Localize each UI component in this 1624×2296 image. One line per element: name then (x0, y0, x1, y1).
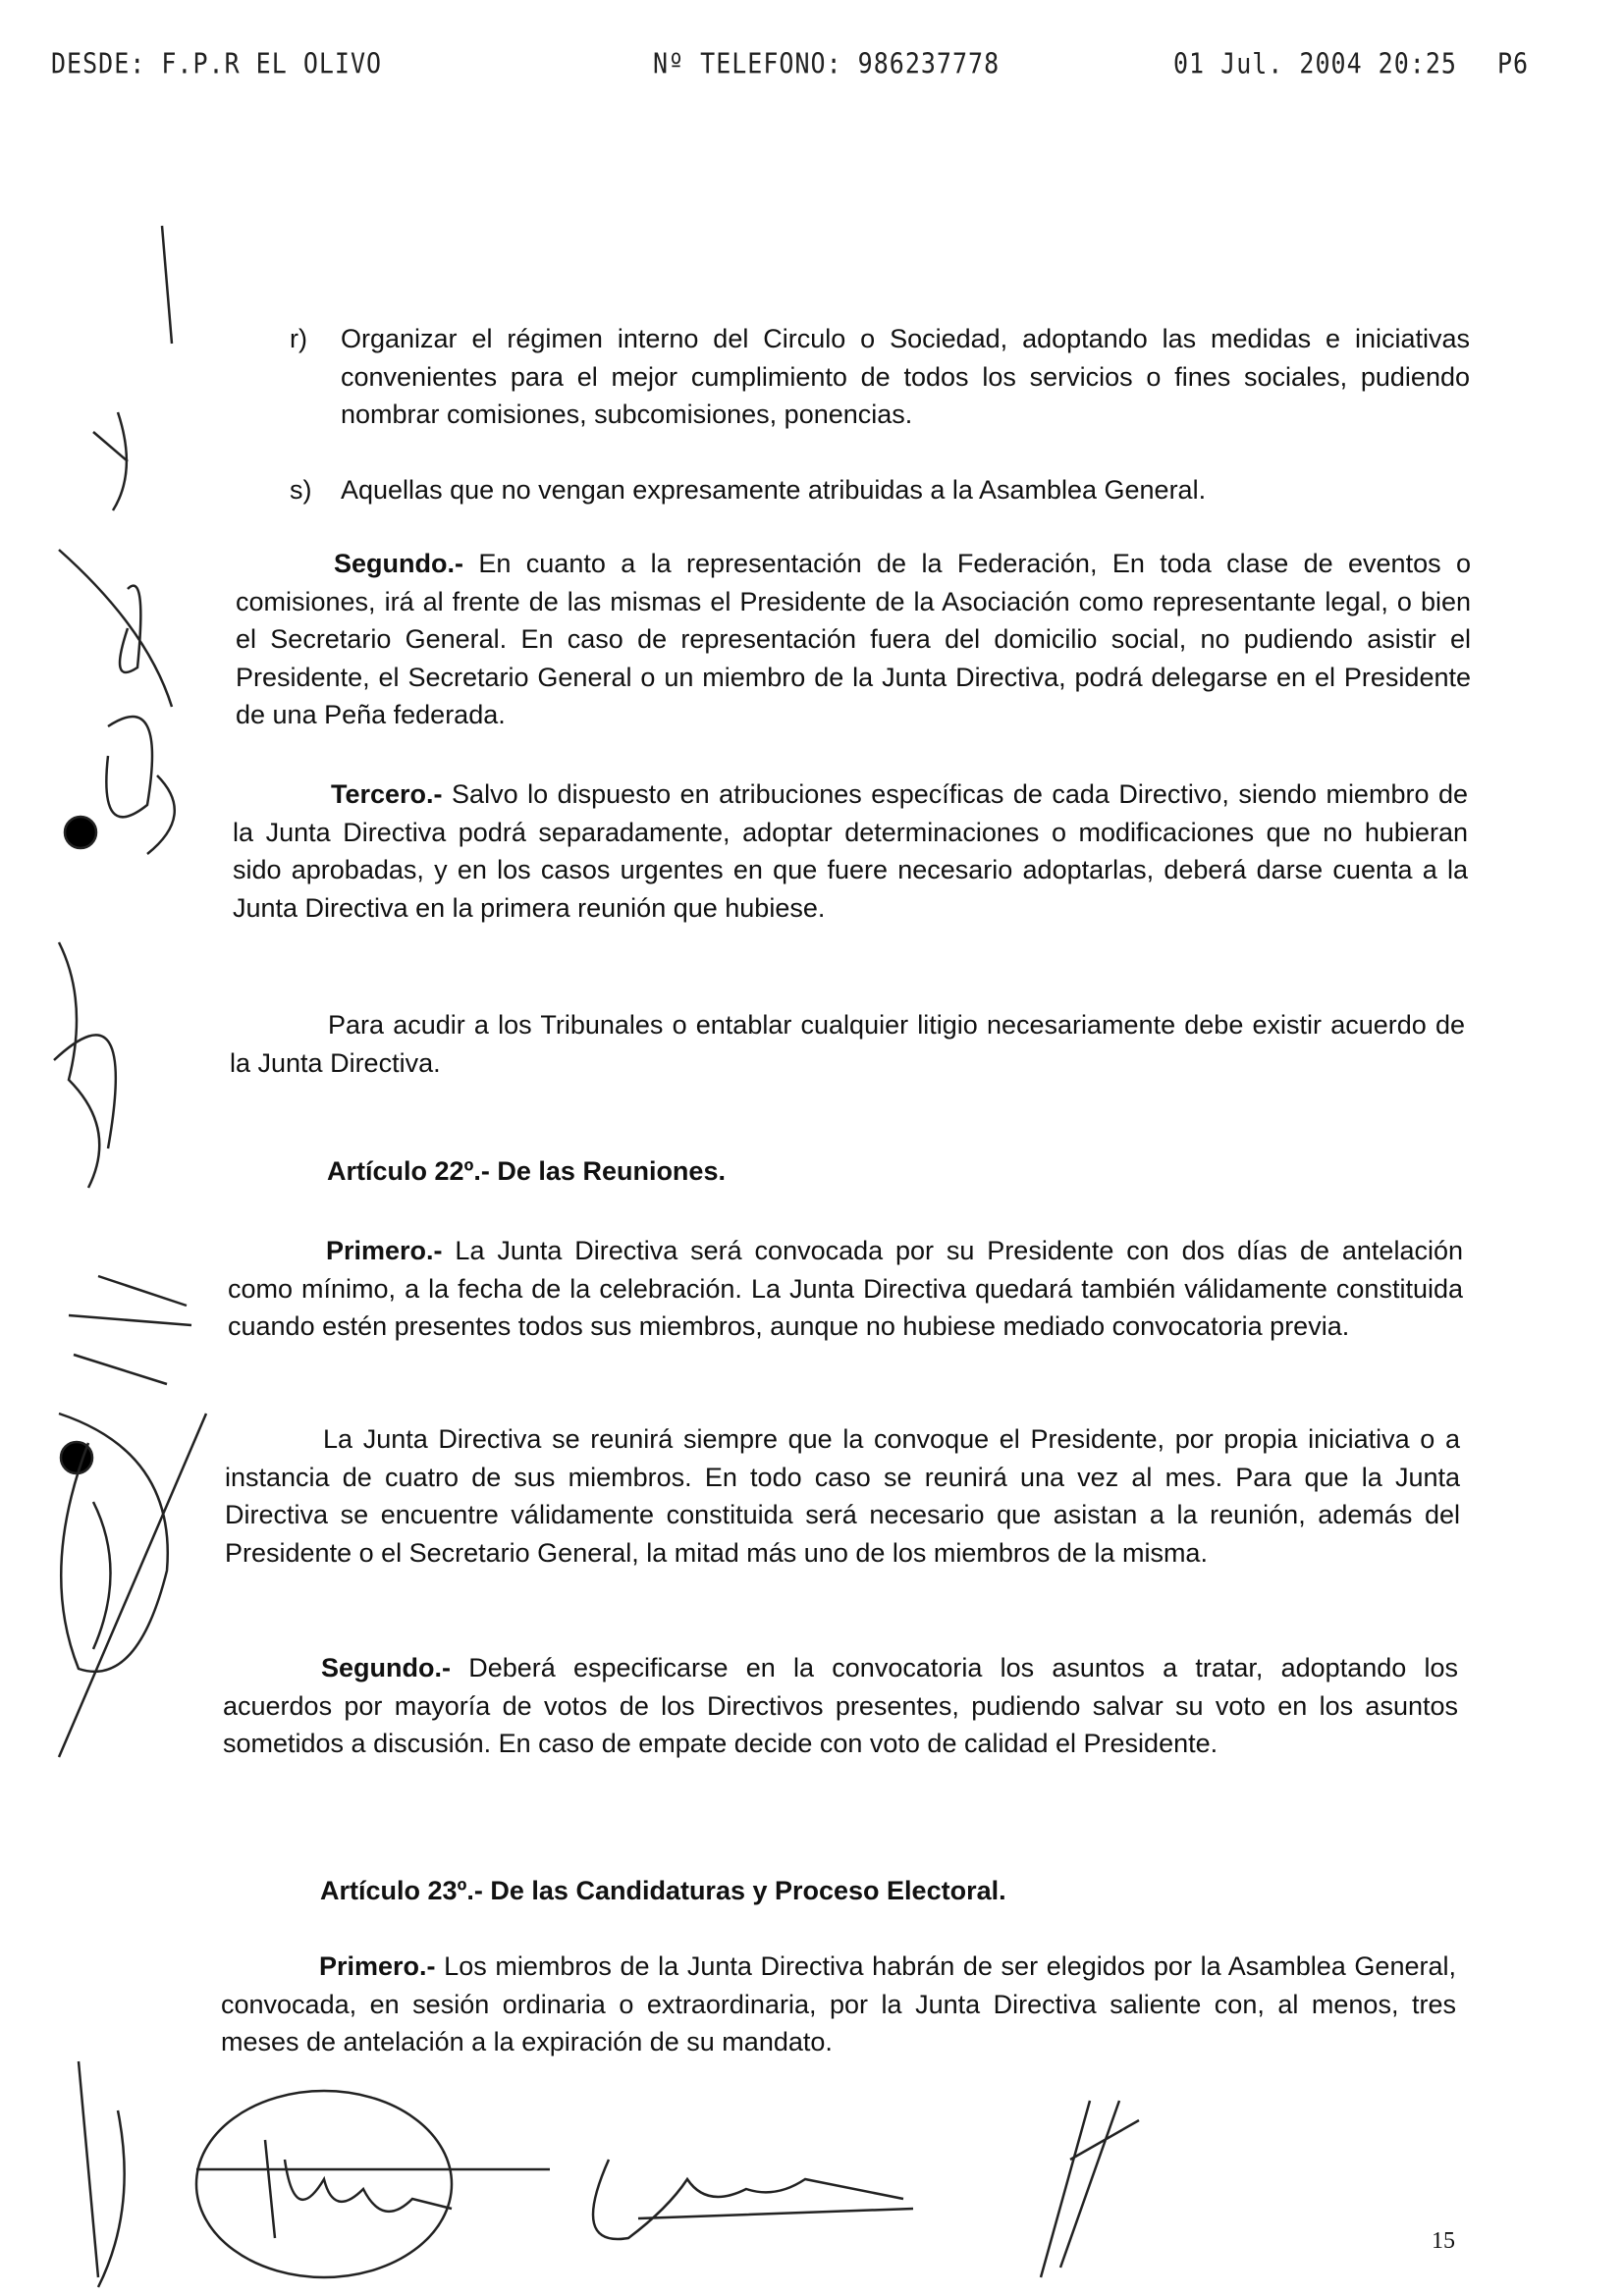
article-22-title: Artículo 22º.- De las Reuniones. (327, 1156, 726, 1186)
fax-page: P6 (1497, 46, 1530, 80)
paragraph-text: Para acudir a los Tribunales o entablar cualquier litigio necesariamente debe existir acuerdo de la Junta Directiva. (230, 1010, 1465, 1078)
paragraph-text: Deberá especificarse en la convocatoria los asuntos a tratar, adoptando los acuerdos por mayoría de votos de los Directivos presentes, pudiendo salvar su voto en los asuntos sometidos a discusión. En caso de empate decide con voto de calidad el Presidente. (223, 1653, 1458, 1758)
paragraph-tercero (233, 775, 1468, 927)
list-item-r (290, 320, 1470, 434)
fax-phone: Nº TELEFONO: 986237778 (653, 46, 1001, 80)
paragraph-text: Los miembros de la Junta Directiva habrán de ser elegidos por la Asamblea General, convocada, en sesión ordinaria o extraordinaria, por la Junta Directiva saliente con, al menos, tres meses de antelación a la expiración de su mandato. (221, 1951, 1456, 2056)
paragraph-text: La Junta Directiva se reunirá siempre que la convoque el Presidente, por propia iniciativa o a instancia de cuatro de sus miembros. En todo caso se reunirá una vez al mes. Para que la Junta Directiva se encuentre válidamente constituida será necesario que asistan a la reunión, además del Presidente o el Secretario General, la mitad más uno de los miembros de la misma. (225, 1424, 1460, 1568)
article-22-primero (228, 1232, 1463, 1346)
list-text: Organizar el régimen interno del Circulo o Sociedad, adoptando las medidas e iniciativas convenientes para el mejor cumplimiento de todos los servicios o fines sociales, pudiendo nombrar comisiones, subcomisiones, ponencias. (341, 324, 1470, 429)
paragraph-text: La Junta Directiva será convocada por su Presidente con dos días de antelación como mínimo, a la fecha de la celebración. La Junta Directiva quedará también válidamente constituida cuando estén presentes todos sus miembros, aunque no hubiese mediado convocatoria previa. (228, 1236, 1463, 1341)
paragraph-text: En cuanto a la representación de la Federación, En toda clase de eventos o comisiones, irá al frente de las mismas el Presidente de la Asociación como representante legal, o bien el Secretario General. En caso de representación fuera del domicilio social, no pudiendo asistir el Presidente, el Secretario General o un miembro de la Junta Directiva, podrá delegarse en el Presidente de una Peña federada. (236, 549, 1471, 729)
margin-signature-top (54, 226, 175, 1188)
article-23-primero (221, 1948, 1456, 2061)
list-item-s (290, 471, 1470, 509)
list-text: Aquellas que no vengan expresamente atribuidas a la Asamblea General. (341, 475, 1207, 505)
paragraph-segundo (236, 545, 1471, 734)
punch-hole (61, 1442, 92, 1473)
paragraph-lead: Primero.- (326, 1236, 443, 1265)
article-22-segundo (223, 1649, 1458, 1763)
paragraph-lead: Segundo.- (321, 1653, 451, 1682)
list-label: r) (290, 324, 307, 353)
paragraph-text: Salvo lo dispuesto en atribuciones específicas de cada Directivo, siendo miembro de la Junta Directiva podrá separadamente, adoptar determinaciones o modificaciones que no hubieran sido aprobadas, y en los casos urgentes en que fuere necesario adoptarlas, deberá darse cuenta a la Junta Directiva en la primera reunión que hubiese. (233, 779, 1468, 923)
list-label: s) (290, 475, 312, 505)
margin-signature-bottom (59, 1276, 206, 1757)
paragraph-lead: Tercero.- (331, 779, 443, 809)
paragraph-tribunales (230, 1006, 1465, 1082)
paragraph-lead: Primero.- (319, 1951, 436, 1981)
article-22-reuniones (225, 1420, 1460, 1572)
fax-datetime: 01 Jul. 2004 20:25 (1173, 46, 1457, 80)
bottom-signatures (79, 2061, 1139, 2287)
page-number: 15 (1432, 2228, 1455, 2254)
punch-hole (65, 817, 96, 848)
fax-sender: DESDE: F.P.R EL OLIVO (51, 46, 383, 80)
article-23-title: Artículo 23º.- De las Candidaturas y Proceso Electoral. (320, 1876, 1006, 1905)
paragraph-lead: Segundo.- (334, 549, 463, 578)
